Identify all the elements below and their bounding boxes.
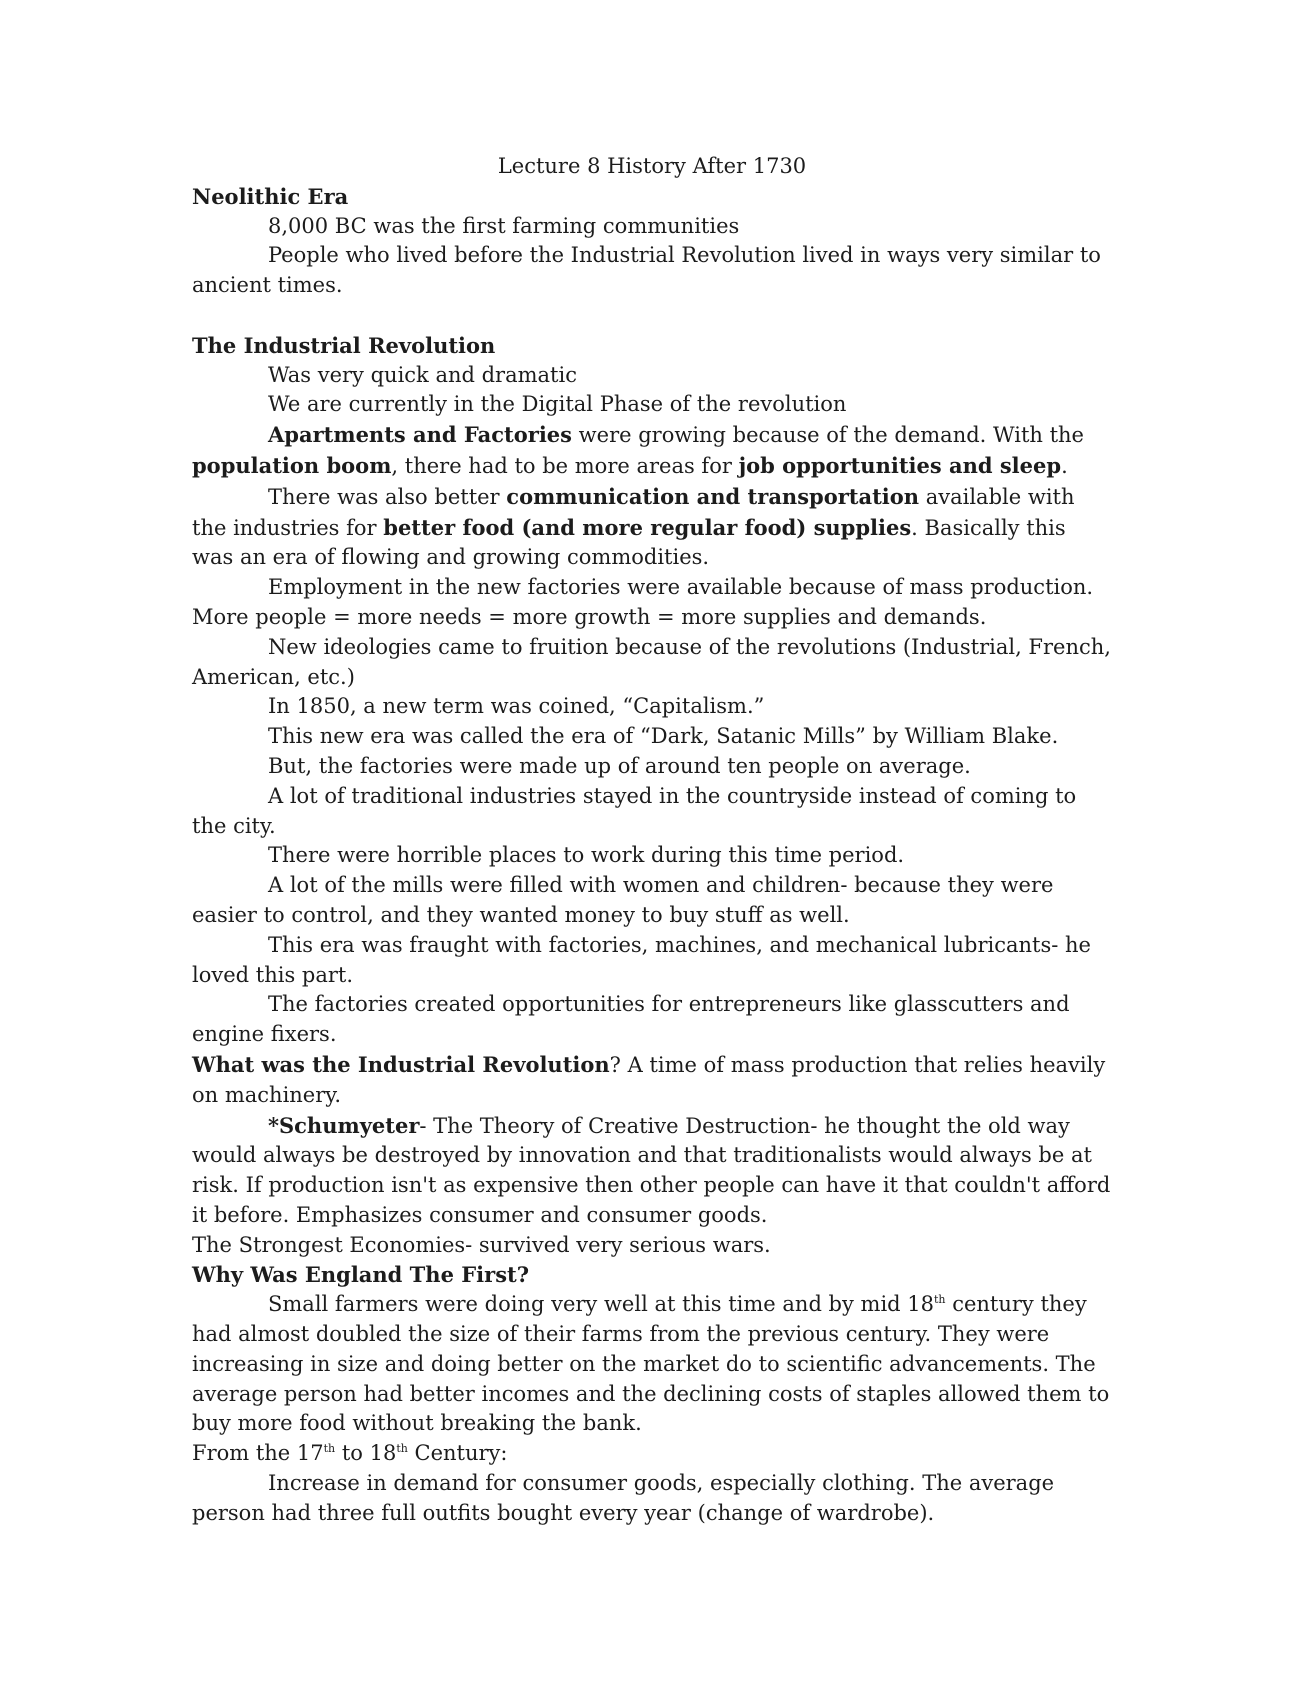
section-heading-industrial-revolution: The Industrial Revolution [192,332,496,358]
document-body [192,152,1112,1529]
paragraph: 8,000 BC was the first farming communities [268,213,740,238]
section-heading-neolithic: Neolithic Era [192,183,349,209]
paragraph-schumpeter [192,1111,1112,1231]
text-run: ? A time of mass production that relies heavily on machinery. [192,1052,1106,1107]
paragraph: We are currently in the Digital Phase of the revolution [268,392,847,417]
page-title: Lecture 8 History After 1730 [497,154,807,178]
paragraph: Employment in the new factories were available because of mass production. More people = more needs = more growth = more supplies and demands. [192,575,1094,629]
text-run: - The Theory of Creative Destruction- he thought the old way would always be destroyed by innovation and that traditionalists would always be at risk. If production isn't as expensive then other people can have it that couldn't afford it before. Emphasizes consumer and consumer goods. [192,1113,1111,1227]
text-run: century they had almost doubled the size of their farms from the previous century. They were increasing in size and doing better on the market do to scientific advancements. The average person had better incomes and the declining costs of staples allowed them to buy more food without breaking the bank. [192,1292,1110,1436]
text-run: From the 17 [192,1441,324,1466]
paragraph: The Strongest Economies- survived very serious wars. [192,1232,771,1257]
paragraph: Increase in demand for consumer goods, especially clothing. The average person had three full outfits bought every year (change of wardrobe). [192,1471,1055,1525]
text-run: . [1061,453,1068,478]
text-run: , there had to be more areas for [391,453,739,478]
paragraph: In 1850, a new term was coined, “Capitalism.” [268,694,765,719]
paragraph: A lot of the mills were filled with women and children- because they were easier to control, and they wanted money to buy stuff as well. [192,873,1054,927]
paragraph: This era was fraught with factories, machines, and mechanical lubricants- he loved this part. [192,932,1091,987]
text-run: to 18 [335,1441,397,1466]
text-run: . Basically this was an era of flowing and growing commodities. [192,515,1066,570]
paragraph: Was very quick and dramatic [268,362,577,387]
bold-term: better food (and more regular food) supplies [383,514,912,540]
paragraph: There were horrible places to work during this time period. [268,843,905,868]
bold-term: job opportunities and sleep [738,452,1062,478]
text-run: There was also better [268,484,507,509]
paragraph: This new era was called the era of “Dark, Satanic Mills” by William Blake. [268,724,1059,749]
text-run: available with the industries for [192,484,1075,540]
paragraph [192,420,1112,482]
text-run: Small farmers were doing very well at this time and by mid 18 [268,1292,935,1317]
bold-term: population boom [192,452,392,478]
paragraph [192,482,1112,573]
superscript: th [323,1442,336,1456]
text-run: were growing because of the demand. With the [572,423,1084,448]
paragraph: A lot of traditional industries stayed in the countryside instead of coming to the city. [192,783,1077,838]
text-run: Century: [407,1441,508,1466]
bold-question: What was the Industrial Revolution [192,1051,610,1077]
superscript: th [396,1442,408,1456]
bold-term: communication and transportation [506,483,920,509]
section-heading-england: Why Was England The First? [192,1262,530,1288]
paragraph: People who lived before the Industrial Revolution lived in ways very similar to ancient times. [192,243,1101,298]
bold-term: Apartments and Factories [268,422,572,448]
question-paragraph [192,1050,1112,1111]
paragraph: The factories created opportunities for entrepreneurs like glasscutters and engine fixers. [192,992,1070,1047]
superscript: th [934,1293,946,1307]
paragraph: But, the factories were made up of around ten people on average. [268,753,971,778]
paragraph [192,1290,1112,1439]
bold-name: *Schumyeter [268,1112,420,1138]
blank-line [192,301,1112,331]
paragraph: New ideologies came to fruition because of the revolutions (Industrial, French, American, etc.) [192,634,1111,689]
century-line [192,1439,1112,1469]
